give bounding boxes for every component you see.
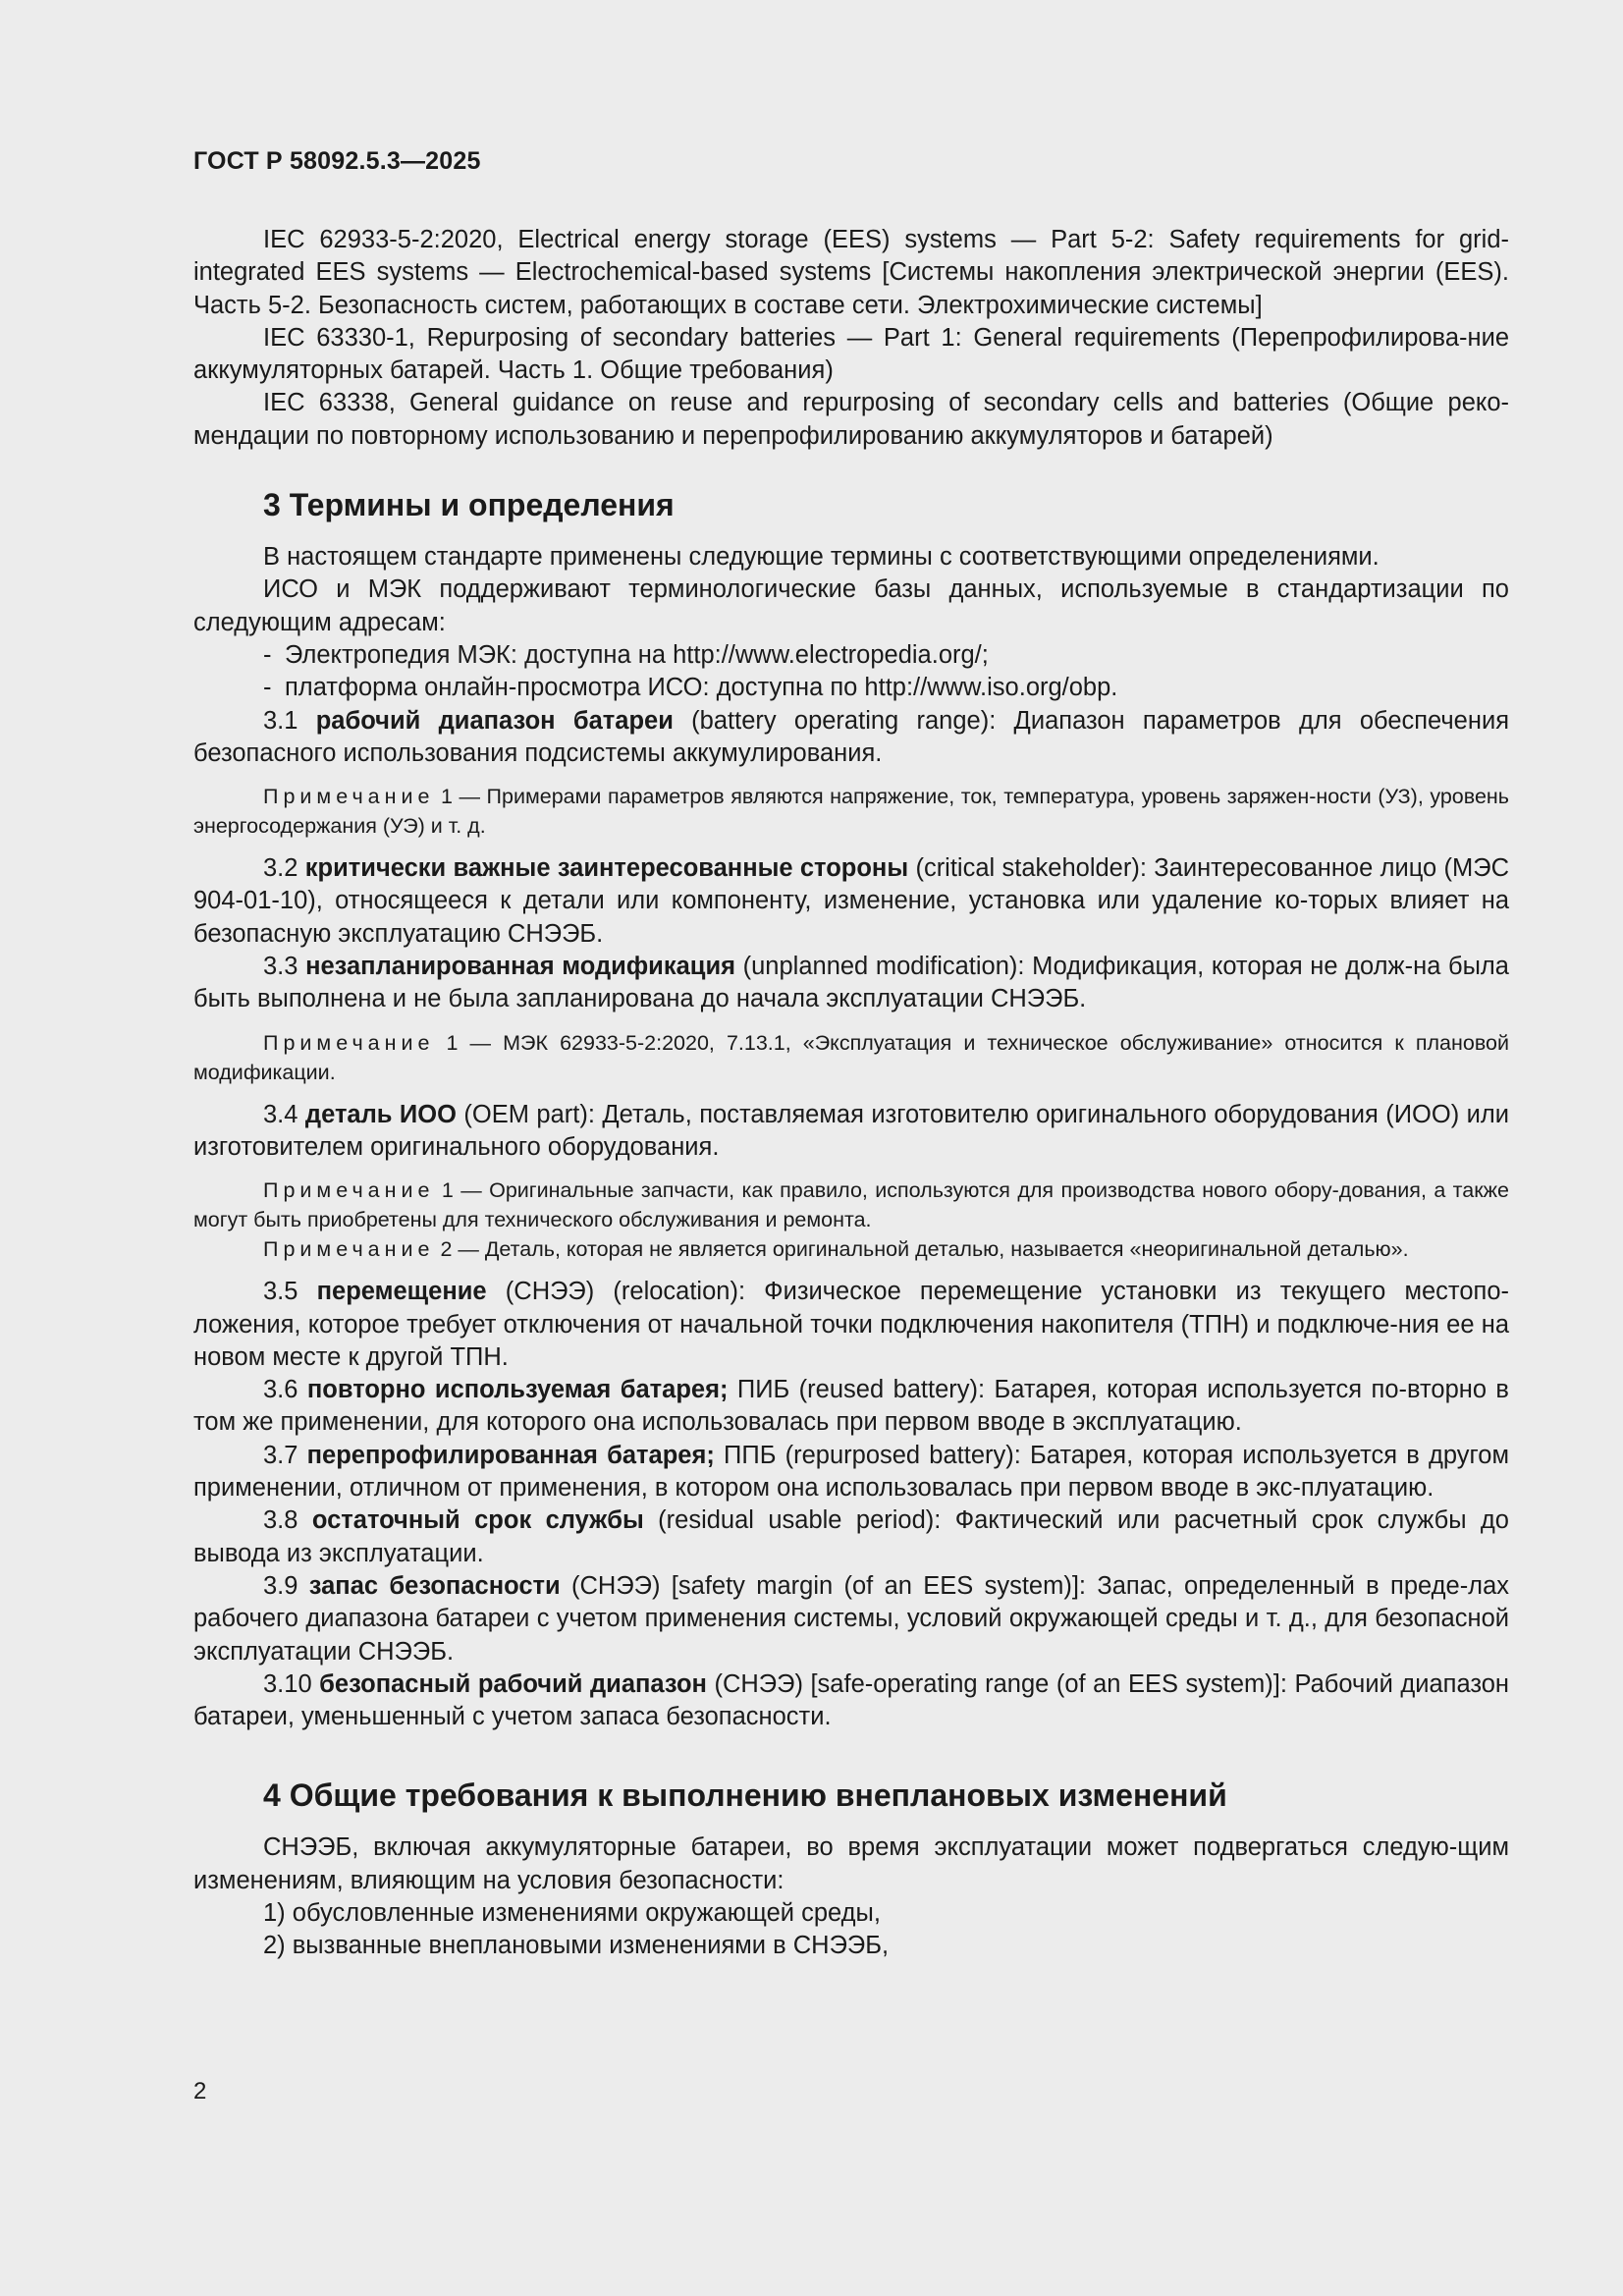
note-label: Примечание [263, 785, 435, 809]
term-number: 3.5 [263, 1278, 298, 1306]
note-text: 2 — Деталь, которая не является оригинальной деталью, называется «неоригинальной деталью». [440, 1237, 1409, 1262]
document-header: ГОСТ Р 58092.5.3—2025 [193, 147, 481, 175]
term-definition: ППБ (repurposed battery): Батарея, которая используется в другом применении, отличном от применения, в котором она использовалась при первом вводе в экс-плуатацию. [193, 1441, 1509, 1503]
term-name: безопасный рабочий диапазон [319, 1669, 707, 1698]
term-definition: (OEM part): Деталь, поставляемая изготовителю оригинального оборудования (ИОО) или изготовителем оригинального оборудования. [193, 1100, 1509, 1161]
note-text: 1 — Примерами параметров являются напряжение, ток, температура, уровень заряжен-ности (УЗ), уровень энергосодержания (УЭ) и т. д. [193, 785, 1509, 839]
term-name: критически важные заинтересованные стороны [304, 854, 909, 883]
section-4-heading: 4 Общие требования к выполнению внеплановых изменений [263, 1777, 1227, 1814]
note-text: 1 — Оригинальные запчасти, как правило, используются для производства нового обору-дования, а также могут быть приобретены для технического обслуживания и ремонта. [193, 1178, 1509, 1232]
section-4-intro: СНЭЭБ, включая аккумуляторные батареи, во время эксплуатации может подвергаться следую-щим изменениям, влияющим на условия безопасности: [193, 1833, 1509, 1894]
note-3-1 [193, 782, 1509, 841]
term-definition: (СНЭЭ) [safe-operating range (of an EES system)]: Рабочий диапазон батареи, уменьшенный с учетом запаса безопасности. [193, 1669, 1510, 1731]
term-number: 3.4 [263, 1100, 298, 1128]
document-body [193, 224, 1509, 1963]
list-item-text: Электропедия МЭК: доступна на http://www.electropedia.org/; [285, 640, 989, 669]
term-3-2 [193, 852, 1509, 951]
note-text: 1 — МЭК 62933-5-2:2020, 7.13.1, «Эксплуатация и техническое обслуживание» относится к плановой модификации. [193, 1030, 1509, 1084]
term-number: 3.9 [263, 1571, 298, 1600]
note-3-4-1 [193, 1175, 1509, 1234]
term-number: 3.2 [263, 854, 298, 883]
term-3-4 [193, 1099, 1509, 1165]
term-number: 3.10 [263, 1669, 312, 1698]
list-item: 2) вызванные внеплановыми изменениями в СНЭЭБ, [263, 1932, 890, 1960]
term-3-1 [193, 705, 1509, 771]
term-name: рабочий диапазон батареи [315, 706, 674, 735]
term-definition: (critical stakeholder): Заинтересованное лицо (МЭС 904-01-10), относящееся к детали или компоненту, изменение, установка или удаление ко-торых влияет на безопасную эксплуатацию СНЭЭБ. [193, 854, 1510, 948]
term-definition: (СНЭЭ) [safety margin (of an EES system)]: Запас, определенный в преде-лах рабочего диапазона батареи с учетом применения системы, условий окружающей среды и т. д., для безопасной эксплуатации СНЭЭБ. [193, 1571, 1509, 1666]
term-name: повторно используемая батарея; [306, 1376, 729, 1404]
term-name: остаточный срок службы [311, 1506, 644, 1535]
term-number: 3.6 [263, 1376, 298, 1404]
term-name: перемещение [316, 1278, 487, 1306]
term-3-6 [193, 1374, 1509, 1440]
term-number: 3.7 [263, 1441, 298, 1469]
term-3-9 [193, 1570, 1509, 1668]
list-item: - платформа онлайн-просмотра ИСО: доступна по http://www.iso.org/obp. [263, 674, 1118, 702]
page-number: 2 [193, 2078, 207, 2105]
list-item: 1) обусловленные изменениями окружающей среды, [263, 1898, 881, 1927]
section-3-heading: 3 Термины и определения [263, 487, 675, 523]
note-label: Примечание [263, 1237, 435, 1262]
ref-iec-62933: IEC 62933-5-2:2020, Electrical energy storage (EES) systems — Part 5-2: Safety requirements for grid-integrated EES systems — Electrochemical-based systems [Системы накопления электрической энергии (EES). Часть 5-2. Безопасность систем, работающих в составе сети. Электрохимические системы] [193, 226, 1509, 319]
section-3-intro: В настоящем стандарте применены следующие термины с соответствующими определениями. [263, 543, 1380, 572]
ref-iec-63338: IEC 63338, General guidance on reuse and repurposing of secondary cells and batteries (Общие реко-мендации по повторному использованию и перепрофилированию аккумуляторов и батарей) [193, 389, 1509, 450]
term-3-7 [193, 1440, 1509, 1505]
list-item-text: платформа онлайн-просмотра ИСО: доступна по http://www.iso.org/obp. [285, 674, 1118, 702]
note-label: Примечание [263, 1178, 435, 1203]
term-number: 3.1 [263, 706, 298, 735]
term-name: деталь ИОО [304, 1100, 457, 1128]
note-label: Примечание [263, 1030, 435, 1055]
term-3-8 [193, 1504, 1509, 1570]
term-3-10 [193, 1668, 1509, 1734]
term-definition: ПИБ (reused battery): Батарея, которая используется по-вторно в том же применении, для которого она использовалась при первом вводе в эксплуатацию. [193, 1376, 1509, 1437]
term-name: перепрофилированная батарея; [306, 1441, 715, 1469]
term-definition: (unplanned modification): Модификация, которая не долж-на была быть выполнена и не была запланирована до начала эксплуатации СНЭЭБ. [193, 953, 1509, 1013]
term-name: незапланированная модификация [305, 953, 735, 981]
term-definition: (СНЭЭ) (relocation): Физическое перемещение установки из текущего местопо-ложения, которое требует отключения от начальной точки подключения накопителя (ТПН) и подключе-ния ее на новом месте к другой ТПН. [193, 1278, 1509, 1371]
term-definition: (battery operating range): Диапазон параметров для обеспечения безопасного использования подсистемы аккумулирования. [193, 706, 1509, 767]
note-3-3 [193, 1028, 1509, 1087]
section-3-databases: ИСО и МЭК поддерживают терминологические базы данных, используемые в стандартизации по следующим адресам: [193, 575, 1509, 636]
term-number: 3.8 [263, 1506, 298, 1535]
list-item: - Электропедия МЭК: доступна на http://www.electropedia.org/; [263, 640, 989, 669]
ref-iec-63330: IEC 63330-1, Repurposing of secondary batteries — Part 1: General requirements (Перепрофилирова-ние аккумуляторных батарей. Часть 1. Общие требования) [193, 323, 1509, 385]
term-number: 3.3 [263, 953, 298, 981]
term-3-5 [193, 1276, 1509, 1374]
note-3-4-2 [193, 1234, 1509, 1264]
term-3-3 [193, 951, 1509, 1016]
term-definition: (residual usable period): Фактический или расчетный срок службы до вывода из эксплуатации. [193, 1506, 1509, 1567]
term-name: запас безопасности [308, 1571, 561, 1600]
